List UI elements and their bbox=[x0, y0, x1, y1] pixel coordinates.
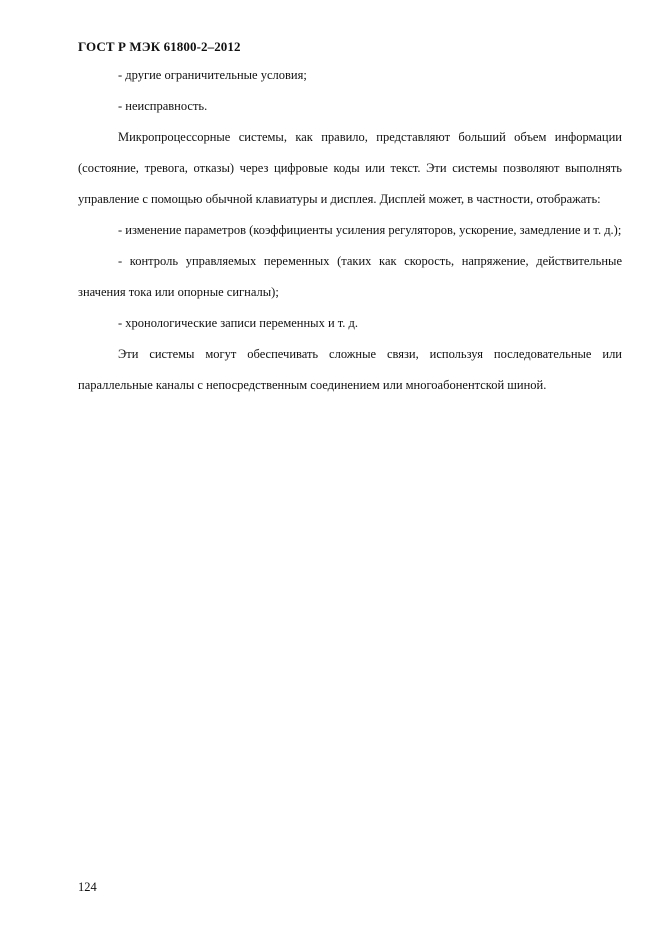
list-item-malfunction: - неисправность. bbox=[118, 99, 208, 113]
list-item-controlled-variables: - контроль управляемых переменных (таких как скорость, напряжение, действительные значения тока или опорные сигналы); bbox=[78, 254, 622, 299]
list-item-restrictions: - другие ограничительные условия; bbox=[118, 68, 307, 82]
document-header: ГОСТ Р МЭК 61800-2–2012 bbox=[78, 39, 241, 54]
list-item-parameter-changes: - изменение параметров (коэффициенты усиления регуляторов, ускорение, замедление и т. д.); bbox=[118, 223, 622, 237]
paragraph-microprocessor-systems: Микропроцессорные системы, как правило, представляют больший объем информации (состояние, тревога, отказы) через цифровые коды или текст. Эти системы позволяют выполнять управление с помощью обычной клавиатуры и дисплея. Дисплей может, в частности, отображать: bbox=[78, 130, 622, 206]
list-item-chronological-records: - хронологические записи переменных и т. д. bbox=[118, 316, 359, 330]
document-body bbox=[78, 60, 622, 401]
page-number: 124 bbox=[78, 880, 97, 894]
paragraph-communications: Эти системы могут обеспечивать сложные связи, используя последовательные или параллельные каналы с непосредственным соединением или многоабонентской шиной. bbox=[78, 347, 622, 392]
